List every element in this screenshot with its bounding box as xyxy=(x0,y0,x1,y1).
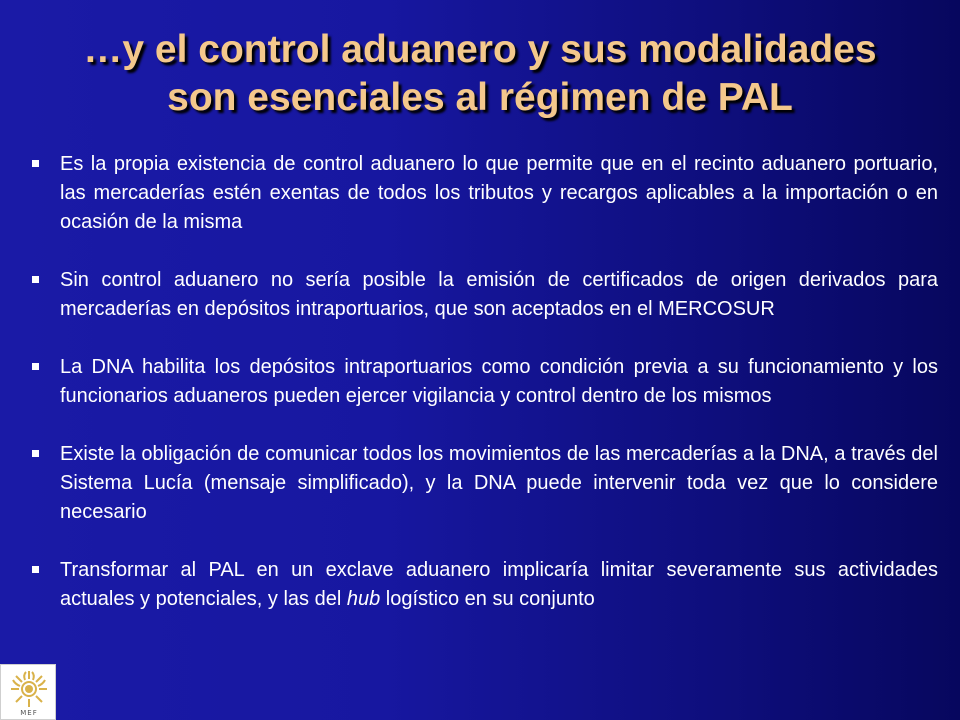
logo-label: MEF xyxy=(20,709,38,717)
square-bullet-icon xyxy=(32,276,39,283)
bullet-item xyxy=(30,353,938,411)
bullet-text-part: Transformar al PAL en un exclave aduanero implicaría limitar severamente sus actividades actuales y potenciales, y las del xyxy=(60,559,938,610)
sun-emblem-icon xyxy=(1,665,57,709)
bullet-item xyxy=(30,440,938,527)
title-line-1: …y el control aduanero y sus modalidades xyxy=(83,28,877,71)
bullet-text: Sin control aduanero no sería posible la emisión de certificados de origen derivados para mercaderías en depósitos intraportuarios, que son aceptados en el MERCOSUR xyxy=(60,269,938,320)
bullet-text: La DNA habilita los depósitos intraportuarios como condición previa a su funcionamiento y los funcionarios aduaneros pueden ejercer vigilancia y control dentro de los mismos xyxy=(60,356,938,407)
square-bullet-icon xyxy=(32,566,39,573)
square-bullet-icon xyxy=(32,450,39,457)
bullet-item xyxy=(30,150,938,237)
slide-title xyxy=(20,26,940,122)
bullet-item xyxy=(30,266,938,324)
bullet-text-part: logístico en su conjunto xyxy=(380,588,595,610)
bullet-text: Existe la obligación de comunicar todos los movimientos de las mercaderías a la DNA, a través del Sistema Lucía (mensaje simplificado), y la DNA puede intervenir toda vez que lo considere necesario xyxy=(60,443,938,523)
bullet-text: Es la propia existencia de control aduanero lo que permite que en el recinto aduanero portuario, las mercaderías estén exentas de todos los tributos y recargos aplicables a la importación o en ocasión de la misma xyxy=(60,153,938,233)
bullet-list xyxy=(30,150,938,643)
mef-logo xyxy=(0,664,56,720)
bullet-text xyxy=(60,559,938,610)
square-bullet-icon xyxy=(32,363,39,370)
bullet-item xyxy=(30,556,938,614)
title-line-2: son esenciales al régimen de PAL xyxy=(167,76,793,119)
bullet-text-emphasis: hub xyxy=(346,588,381,610)
square-bullet-icon xyxy=(32,160,39,167)
